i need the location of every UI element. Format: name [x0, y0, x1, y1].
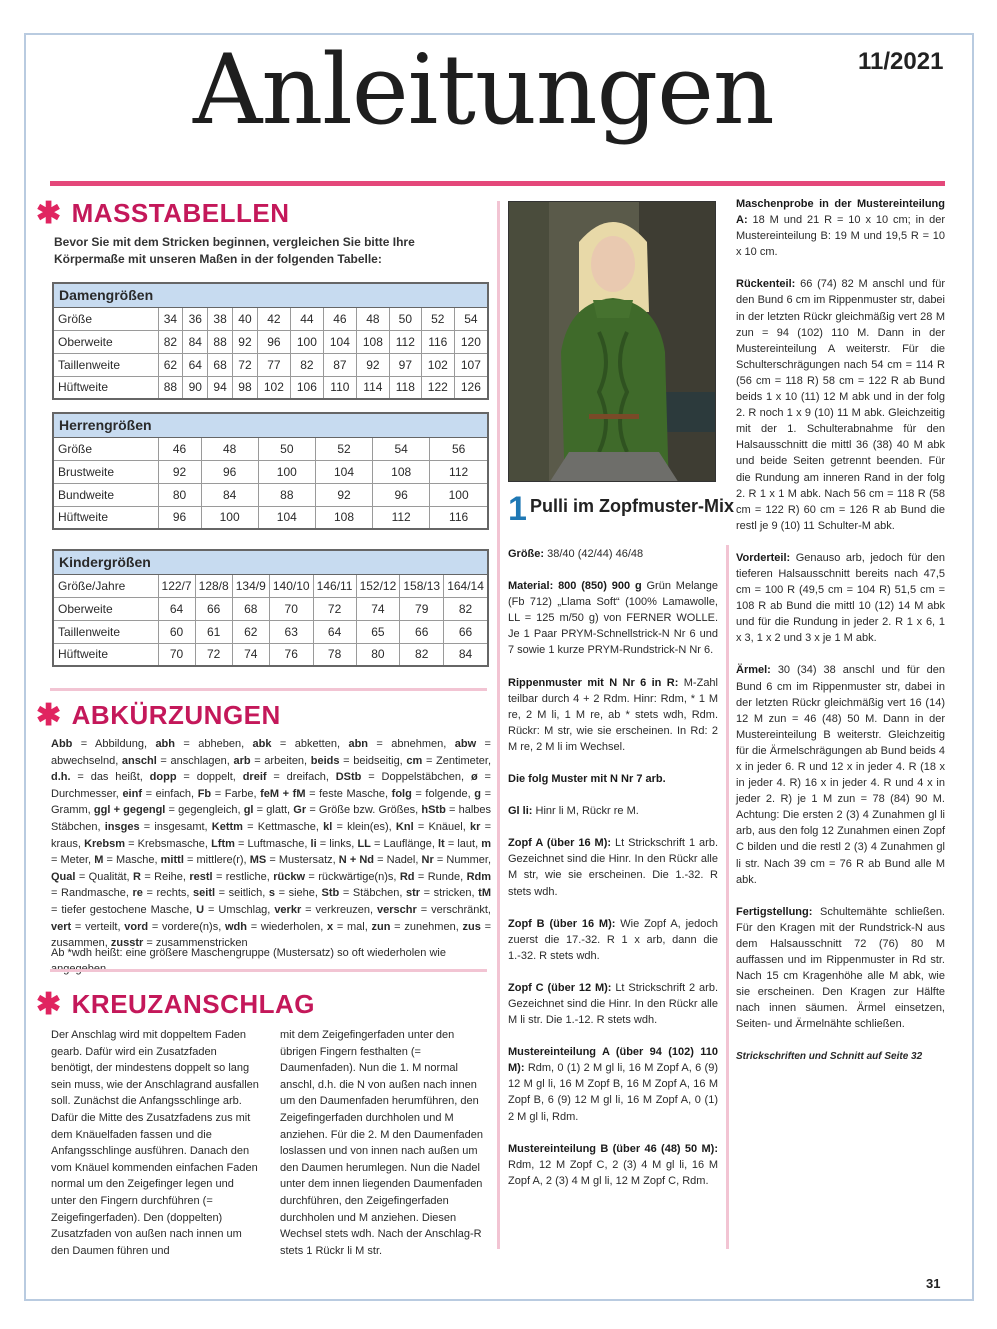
table-cell: 66 — [444, 620, 488, 643]
abbreviation-entry: Rd = Runde, — [399, 870, 467, 883]
table-cell: 60 — [158, 620, 195, 643]
abbreviation-entry: seitl = seitlich, — [193, 887, 269, 900]
abbreviation-entry: zusstr = zusammenstricken — [110, 937, 248, 950]
abbreviation-entry: folg = folgende, — [391, 787, 475, 800]
abbreviation-entry: R = Reihe, — [133, 870, 190, 883]
table-cell: 100 — [430, 483, 488, 506]
table-cell: 82 — [444, 597, 488, 620]
abbreviation-entry: U = Umschlag, — [196, 903, 275, 916]
abbreviation-entry: d.h. = das heißt, — [51, 771, 150, 784]
table-cell: 72 — [233, 353, 258, 376]
table-cell: 164/14 — [444, 574, 488, 597]
row-label: Größe/Jahre — [53, 574, 158, 597]
table-cell: 38 — [208, 307, 233, 330]
abbreviation-entry: vert = verteilt, — [51, 920, 125, 933]
pattern-instructions-mid — [508, 546, 718, 1205]
table-cell: 80 — [356, 643, 400, 666]
abbreviation-entry: anschl = anschlagen, — [121, 754, 234, 767]
instruction-paragraph: Rippenmuster mit N Nr 6 in R: M-Zahl teilbar durch 4 + 2 Rdm. Hinr: Rdm, * 1 M re, 2 M li, 1 M re, ab * stets wdh, Rdm. Rückr: M str, wie sie erscheinen. In Rd: 2 M re, 2 M li im Wechsel. — [508, 676, 718, 753]
table-cell: 82 — [290, 353, 323, 376]
table-row — [53, 574, 488, 597]
table-cell: 102 — [257, 376, 290, 399]
table-cell: 116 — [421, 330, 454, 353]
abbreviation-entry: beids = beidseitig, — [310, 754, 407, 767]
abbreviation-entry: MS = Mustersatz, — [249, 854, 339, 867]
column-divider-left — [497, 201, 500, 1249]
table-cell: 77 — [257, 353, 290, 376]
table-cell: 66 — [400, 620, 444, 643]
table-cell: 106 — [290, 376, 323, 399]
instruction-paragraph: Rückenteil: 66 (74) 82 M anschl und für den Bund 6 cm im Rippenmuster str, dabei in der letzten Rückr gleichmäßig vert 28 M zun = 94 (102) 110 M. Dann in der Mustereinteilung A weiterstr. Für die Schulterschrägungen nach 54 cm = 114 R (56 cm = 118 R) 58 cm = 122 R ab Bund beids 1 x 10 (11) 12 M abk und in der folg 2. R noch 1 x 9 (10) 11 M abk. Gleichzeitig mit der 1. Schulterabnahme für den Halsausschnitt die mittl 36 (38) 40 M abk und beide Seiten getrennt beenden. Für die Rundung am inneren Rand in der folg 2. R 1 x 1 M abk. Nach 56 cm = 118 R (58 cm = 122 R) 60 cm = 126 R ab Bund die restl je 9 (10) 11 Schulter-M abk. — [736, 278, 945, 532]
table-cell: 108 — [315, 506, 372, 529]
table-cell: 128/8 — [195, 574, 232, 597]
abbreviation-entry: Stb = Stäbchen, — [321, 887, 406, 900]
table-cell: 84 — [201, 483, 258, 506]
instruction-paragraph: Mustereinteilung B (über 46 (48) 50 M): Rdm, 12 M Zopf C, 2 (3) 4 M gl li, 16 M Zopf A, 2 (3) 4 M gl li, 12 M Zopf C, Rdm. — [508, 1142, 718, 1187]
table-cell: 70 — [269, 597, 313, 620]
row-label: Oberweite — [53, 597, 158, 620]
table-cell: 92 — [356, 353, 389, 376]
table-cell: 92 — [315, 483, 372, 506]
abbreviation-entry: DStb = Doppelstäbchen, — [335, 771, 471, 784]
table-cell: 92 — [233, 330, 258, 353]
table-cell: 74 — [232, 643, 269, 666]
table-row — [53, 460, 488, 483]
table-cell: 42 — [257, 307, 290, 330]
table-cell: 134/9 — [232, 574, 269, 597]
abbreviation-entry: Fb = Farbe, — [197, 787, 261, 800]
abbreviation-entry: gl = glatt, — [243, 804, 294, 817]
table-cell: 65 — [356, 620, 400, 643]
table-cell: 84 — [444, 643, 488, 666]
abbreviation-entry: abw = abwechselnd, — [51, 738, 491, 767]
abbreviation-entry: abn = abnehmen, — [348, 738, 455, 750]
abbreviation-entry: ggl + gegengl = gegengleich, — [93, 804, 244, 817]
table-cell: 72 — [195, 643, 232, 666]
instruction-paragraph: Gl li: Hinr li M, Rückr re M. — [508, 805, 639, 818]
asterisk-icon: ✱ — [36, 987, 62, 1021]
table-cell: 114 — [356, 376, 389, 399]
table-cell: 64 — [158, 597, 195, 620]
table-cell: 120 — [454, 330, 488, 353]
kinder-table-title: Kindergrößen — [53, 550, 488, 574]
table-cell: 140/10 — [269, 574, 313, 597]
abbreviation-entry: kl = klein(es), — [323, 820, 396, 833]
table-cell: 146/11 — [313, 574, 356, 597]
abbreviation-entry: hStb = halbes Stäbchen, — [51, 804, 492, 833]
table-cell: 126 — [454, 376, 488, 399]
table-cell: 64 — [313, 620, 356, 643]
abbreviation-entry: zus = zusammen, — [51, 920, 491, 950]
table-cell: 48 — [356, 307, 389, 330]
instruction-paragraph: Zopf A (über 16 M): Lt Strickschrift 1 arb. Gezeichnet sind die Hinr. In den Rückr alle M str, wie sie erscheinen. Die 1.-32. R stets wdh. — [508, 837, 718, 898]
abbreviation-entry: insges = insgesamt, — [104, 820, 212, 833]
abbreviation-entry: LL = Lauflänge, — [357, 837, 438, 850]
row-label: Hüftweite — [53, 506, 158, 529]
sweater-illustration — [509, 202, 716, 482]
abbreviation-entry: m = Meter, — [51, 837, 492, 867]
abbreviation-entry: li = links, — [310, 837, 358, 850]
page-title: Anleitungen — [193, 34, 774, 146]
table-herren — [52, 412, 489, 530]
table-cell: 100 — [201, 506, 258, 529]
table-cell: 44 — [290, 307, 323, 330]
asterisk-icon: ✱ — [36, 196, 62, 230]
header-divider — [50, 181, 945, 186]
table-cell: 100 — [258, 460, 315, 483]
table-cell: 88 — [258, 483, 315, 506]
pattern-title: Pulli im Zopfmuster-Mix — [530, 496, 735, 516]
abbreviation-entry: tM = tiefer gestochene Masche, — [51, 887, 491, 916]
table-cell: 40 — [233, 307, 258, 330]
abbreviation-entry: Knl = Knäuel, — [395, 820, 470, 833]
table-cell: 82 — [158, 330, 183, 353]
abbreviation-entry: kr = kraus, — [51, 820, 491, 850]
pattern-number: 1 — [508, 490, 527, 528]
table-cell: 70 — [158, 643, 195, 666]
table-cell: 122 — [421, 376, 454, 399]
table-cell: 54 — [373, 437, 430, 460]
pattern-instructions-right — [736, 196, 945, 1081]
section-divider — [50, 688, 487, 691]
table-cell: 84 — [183, 330, 208, 353]
table-cell: 96 — [201, 460, 258, 483]
row-label: Bundweite — [53, 483, 158, 506]
table-cell: 97 — [389, 353, 421, 376]
table-cell: 62 — [158, 353, 183, 376]
instruction-paragraph: Zopf C (über 12 M): Lt Strickschrift 2 arb. Gezeichnet sind die Hinr. In den Rückr alle M li str. Die 1.-12. R stets wdh. — [508, 981, 718, 1027]
abbreviation-entry: dopp = doppelt, — [149, 771, 243, 784]
row-label: Taillenweite — [53, 353, 158, 376]
abbreviation-entry: str = stricken, — [405, 887, 479, 900]
table-row — [53, 437, 488, 460]
abbreviation-entry: vord = vordere(n)s, — [124, 920, 225, 933]
table-cell: 98 — [233, 376, 258, 399]
row-label: Oberweite — [53, 330, 158, 353]
abbreviation-entry: feM + fM = feste Masche, — [260, 787, 392, 800]
table-cell: 54 — [454, 307, 488, 330]
row-label: Hüftweite — [53, 376, 158, 399]
instruction-paragraph: Zopf B (über 16 M): Wie Zopf A, jedoch zuerst die 17.-32. R 1 x arb, dann die 1.-32. R stets wdh. — [508, 917, 718, 962]
table-cell: 64 — [183, 353, 208, 376]
table-row — [53, 483, 488, 506]
instruction-paragraph: Fertigstellung: Schultemähte schließen. Für den Kragen mit der Rundstrick-N aus dem Halsausschnitt 72 (76) 80 M auffassen und im Rippenmuster in Rd str. Nach 15 cm Kragenhöhe alle M abk, wie sie erscheinen. Den Kragen zur Hälfte nach innen säumen. Ärmel einsetzen, Seiten- und Ärmelnähte schließen. — [736, 905, 945, 1031]
table-damen — [52, 282, 489, 400]
abbreviation-entry: mittl = mittlere(r), — [160, 854, 250, 867]
row-label: Brustweite — [53, 460, 158, 483]
asterisk-icon: ✱ — [36, 698, 62, 732]
masstabellen-intro: Bevor Sie mit dem Stricken beginnen, vergleichen Sie bitte Ihre Körpermaße mit unseren Maßen in der folgenden Tabelle: — [54, 235, 415, 266]
abbreviation-entry: N + Nd = Nadel, — [338, 854, 422, 867]
abbreviation-entry: x = mal, — [326, 920, 372, 933]
table-row — [53, 597, 488, 620]
table-cell: 112 — [389, 330, 421, 353]
abbreviation-entry: Kettm = Kettmasche, — [211, 820, 324, 833]
instruction-paragraph: Mustereinteilung A (über 94 (102) 110 M): Rdm, 0 (1) 2 M gl li, 16 M Zopf A, 6 (9) 12 M gl li, 16 M Zopf B, 16 M Zopf A, 16 M Zopf B, 6 (9) 12 M gl li, 16 M Zopf A, 0 (1) 2 M gl li, Rdm. — [508, 1046, 718, 1123]
page-number: 31 — [926, 1276, 941, 1291]
issue-number: 11/2021 — [858, 48, 944, 75]
table-cell: 61 — [195, 620, 232, 643]
abbreviation-entry: Gr = Größe bzw. Größes, — [293, 804, 422, 817]
herren-table-title: Herrengrößen — [53, 413, 488, 437]
abbreviation-entry: Abb = Abbildung, — [51, 738, 156, 750]
abbreviation-entry: g = Gramm, — [51, 787, 492, 817]
table-cell: 158/13 — [400, 574, 444, 597]
table-cell: 36 — [183, 307, 208, 330]
table-cell: 46 — [158, 437, 201, 460]
abbreviation-entry: s = siehe, — [268, 887, 322, 900]
footnote: Strickschriften und Schnitt auf Seite 32 — [736, 1050, 923, 1062]
abbreviation-list — [51, 736, 491, 952]
table-cell: 82 — [400, 643, 444, 666]
table-cell: 66 — [195, 597, 232, 620]
row-label: Taillenweite — [53, 620, 158, 643]
table-cell: 108 — [373, 460, 430, 483]
abbreviation-entry: re = rechts, — [132, 887, 194, 900]
table-row — [53, 643, 488, 666]
abbreviation-entry: einf = einfach, — [122, 787, 198, 800]
abbreviation-entry: Qual = Qualität, — [51, 870, 133, 883]
table-cell: 34 — [158, 307, 183, 330]
table-cell: 88 — [158, 376, 183, 399]
table-row — [53, 376, 488, 399]
table-cell: 96 — [257, 330, 290, 353]
damen-table-title: Damengrößen — [53, 283, 488, 307]
table-cell: 68 — [232, 597, 269, 620]
table-cell: 94 — [208, 376, 233, 399]
table-cell: 72 — [313, 597, 356, 620]
instruction-paragraph: Material: 800 (850) 900 g Grün Melange (Fb 712) „Llama Soft“ (100% Lamawolle, LL = 125 m/50 g) von FERNER WOLLE. Je 1 Paar PRYM-Schnellstrick-N Nr 6 und 7 sowie 1 kurze PRYM-Rundstrick-N Nr 6. — [508, 580, 718, 657]
kreuzanschlag-col1: Der Anschlag wird mit doppeltem Faden gearb. Dafür wird ein Zusatzfaden benötigt, der mindestens doppelt so lang sein muss, wie der Anschlagrand ausfallen soll. Zunächst die Anfangsschlinge arb. Dafür die Mitte des Zusatzfadens zus mit dem Knäuelfaden fassen und die Anfangsschlinge ausführen. Danach den vom Knäuel kommenden einfachen Faden normal um den Zeigefinger legen und unter den Fingern durchführen (= Zeigefingerfaden). Den (doppelten) Zusatzfaden von außen nach innen um den Daumen führen und — [51, 1029, 259, 1257]
table-cell: 62 — [232, 620, 269, 643]
table-cell: 96 — [158, 506, 201, 529]
table-row — [53, 506, 488, 529]
row-label: Hüftweite — [53, 643, 158, 666]
table-cell: 76 — [269, 643, 313, 666]
abbreviation-entry: wdh = wiederholen, — [225, 920, 327, 933]
table-cell: 63 — [269, 620, 313, 643]
table-kinder — [52, 549, 489, 667]
table-cell: 104 — [315, 460, 372, 483]
abbreviation-entry: lt = laut, — [437, 837, 482, 850]
table-cell: 48 — [201, 437, 258, 460]
table-cell: 68 — [208, 353, 233, 376]
table-cell: 88 — [208, 330, 233, 353]
table-cell: 96 — [373, 483, 430, 506]
abbreviation-entry: verkr = verkreuzen, — [274, 903, 377, 916]
abbreviation-entry: Krebsm = Krebsmasche, — [84, 837, 212, 850]
column-divider-right — [726, 545, 729, 1249]
table-cell: 104 — [323, 330, 356, 353]
abbreviation-entry: M = Masche, — [94, 854, 161, 867]
instruction-paragraph: Die folg Muster mit N Nr 7 arb. — [508, 773, 666, 786]
table-cell: 112 — [430, 460, 488, 483]
table-cell: 112 — [373, 506, 430, 529]
table-cell: 50 — [389, 307, 421, 330]
table-cell: 90 — [183, 376, 208, 399]
row-label: Größe — [53, 307, 158, 330]
table-cell: 92 — [158, 460, 201, 483]
abbreviation-entry: Nr = Nummer, — [421, 854, 491, 867]
table-row — [53, 307, 488, 330]
model-photo — [508, 201, 716, 482]
abbreviation-entry: arb = arbeiten, — [233, 754, 311, 767]
table-cell: 79 — [400, 597, 444, 620]
section-divider — [50, 969, 487, 972]
table-cell: 50 — [258, 437, 315, 460]
table-row — [53, 620, 488, 643]
abbreviation-entry: restl = restliche, — [189, 870, 274, 883]
instruction-paragraph: Vorderteil: Genauso arb, jedoch für den tieferen Halsausschnitt bereits nach 47,5 cm = 100 R (49,5 cm = 104 R) 51,5 cm = 108 R ab Bund die mittl 10 (12) 14 M abk und für die Rundung in jeder 2. R 1 x 6, 1 x 3, 1 x 2 und 3 x je 1 M abk. — [736, 551, 945, 645]
abbreviation-entry: Lftm = Luftmasche, — [211, 837, 311, 850]
table-cell: 108 — [356, 330, 389, 353]
table-cell: 52 — [315, 437, 372, 460]
table-cell: 78 — [313, 643, 356, 666]
table-cell: 118 — [389, 376, 421, 399]
abbreviation-entry: abk = abketten, — [252, 738, 349, 750]
masstabellen-heading: ✱ MASSTABELLEN — [36, 196, 290, 230]
instruction-paragraph: Maschenprobe in der Mustereinteilung A: 18 M und 21 R = 10 x 10 cm; in der Mustereinteilung B: 19 M und 19,5 R = 10 x 10 cm. — [736, 198, 945, 259]
abbreviation-note: Ab *wdh heißt: eine größere Maschengruppe (Mustersatz) so oft wiederholen wie — [51, 947, 446, 959]
abbreviation-entry: rückw = rückwärtige(n)s, — [273, 870, 400, 883]
table-row — [53, 330, 488, 353]
table-cell: 110 — [323, 376, 356, 399]
table-cell: 104 — [258, 506, 315, 529]
row-label: Größe — [53, 437, 158, 460]
kreuzanschlag-heading: ✱ KREUZANSCHLAG — [36, 987, 316, 1021]
table-cell: 87 — [323, 353, 356, 376]
table-cell: 122/7 — [158, 574, 195, 597]
table-cell: 56 — [430, 437, 488, 460]
abbreviation-entry: abh = abheben, — [155, 738, 253, 750]
abbreviation-entry: dreif = dreifach, — [242, 771, 336, 784]
table-cell: 107 — [454, 353, 488, 376]
table-cell: 152/12 — [356, 574, 400, 597]
abbreviation-entry: cm = Zentimeter, — [406, 754, 492, 767]
abbreviation-entry: verschr = verschränkt, — [376, 903, 491, 916]
table-cell: 46 — [323, 307, 356, 330]
abbreviation-entry: zun = zunehmen, — [371, 920, 463, 933]
table-cell: 116 — [430, 506, 488, 529]
table-cell: 102 — [421, 353, 454, 376]
abbreviation-entry: Rdm = Randmasche, — [51, 870, 492, 900]
table-row — [53, 353, 488, 376]
kreuzanschlag-col2: mit dem Zeigefingerfaden unter den übrigen Fingern festhalten (= Daumenfaden). Nun die 1. M normal anschl, d.h. die N von außen nach innen um den Daumenfaden herumführen, den Zeigefingerfaden durchholen und M anziehen. Für die 2. M den Daumenfaden loslassen und von innen nach außen um den Daumen herumlegen. Nun die Nadel unter dem innen liegenden Daumenfaden durchführen, den Zeigefingerfaden durchholen und M anziehen. Diesen Wechsel stets wdh. Nach der Anschlag-R stets 1 Rückr li M str. — [280, 1029, 484, 1257]
instruction-paragraph: Ärmel: 30 (34) 38 anschl und für den Bund 6 cm im Rippenmuster str, dabei in der letzten Rückr gleichmäßig vert 16 (14) 12 M zun = 46 (48) 50 M. Dann in der Mustereinteilung B weiterstr. Gleichzeitig für die Ärmelschrägungen ab Bund beids 4 x in jeder 6. R und 12 x in jeder 4. R (18 x in jeder 4. R) 16 x in jeder 4. R und 4 x in jeder 2. R) je 1 M zun = 78 (84) 90 M. Achtung: Die ersten 2 (3) 4 Zunahmen gl li arb, aus den folg 12 Zunahmen einen Zopf C bilden und die restl 2 (3) 4 Zunahmen gl li str. Nach 39 cm = 76 R ab Bund alle M abk. — [736, 664, 945, 886]
instruction-paragraph: Größe: 38/40 (42/44) 46/48 — [508, 548, 644, 560]
table-cell: 80 — [158, 483, 201, 506]
abbreviation-entry: ø = Durchmesser, — [51, 771, 491, 800]
table-cell: 52 — [421, 307, 454, 330]
table-cell: 100 — [290, 330, 323, 353]
abkuerzungen-heading: ✱ ABKÜRZUNGEN — [36, 698, 281, 732]
table-cell: 74 — [356, 597, 400, 620]
